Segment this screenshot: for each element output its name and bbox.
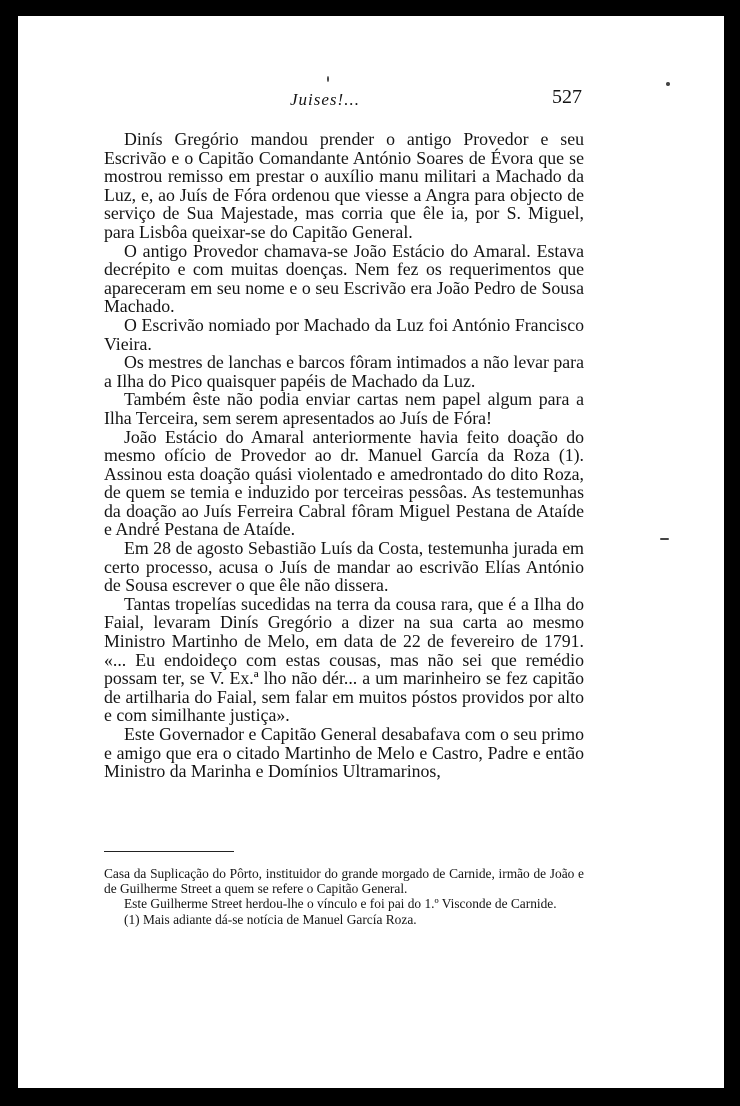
scan-speck: [666, 82, 670, 86]
page-number: 527: [552, 86, 582, 108]
footnote: (1) Mais adiante dá-se notícia de Manuel García Roza.: [124, 911, 417, 927]
paragraph: Os mestres de lanchas e barcos fôram intimados a não levar para a Ilha do Pico quaisquer papéis de Machado da Luz.: [104, 352, 584, 391]
body-text: [104, 130, 584, 781]
footnote-rule: [104, 851, 234, 852]
scan-border-left: [0, 0, 18, 1106]
scan-border-bottom: [0, 1088, 740, 1106]
footnotes: [104, 866, 584, 927]
paragraph: Também êste não podia enviar cartas nem papel algum para a Ilha Terceira, sem serem apresentados ao Juís de Fóra!: [104, 389, 584, 428]
paragraph: O Escrivão nomiado por Machado da Luz foi António Francisco Vieira.: [104, 314, 584, 354]
paragraph: O antigo Provedor chamava-se João Estácio do Amaral. Estava decrépito e com muitas doenças. Nem fez os requerimentos que apareceram em seu nome e o seu Escrivão era João Pedro de Sousa Machado.: [104, 240, 584, 317]
paragraph: Dinís Gregório mandou prender o antigo Provedor e seu Escrivão e o Capitão Comandante António Soares de Évora que se mostrou remisso em prestar o auxílio manu militari a Machado da Luz, e, ao Juís de Fóra ordenou que viesse a Angra para objecto de serviço de Sua Majestade, mas corria que êle ia, por S. Miguel, para Lisbôa queixar-se do Capitão General.: [104, 129, 584, 242]
running-title: Juises!...: [290, 90, 360, 109]
scan-speck: [327, 76, 329, 82]
paragraph: Tantas tropelías sucedidas na terra da cousa rara, que é a Ilha do Faial, levaram Dinís Gregório a dizer na sua carta ao mesmo Ministro Martinho de Melo, em data de 22 de fevereiro de 1791. «... Eu endoideço com estas cousas, mas não sei que remédio possam ter, se V. Ex.ª lho não dér... a um marinheiro se fez capitão de artilharia do Faial, sem falar em muitos póstos providos por alto e com similhante justiça».: [104, 593, 584, 726]
paragraph: Em 28 de agosto Sebastião Luís da Costa, testemunha jurada em certo processo, acusa o Juís de mandar ao escrivão Elías António de Sousa escrever o que êle não dissera.: [104, 538, 584, 596]
paragraph: Este Governador e Capitão General desabafava com o seu primo e amigo que era o citado Martinho de Melo e Castro, Padre e então Ministro da Marinha e Domínios Ultramarinos,: [104, 724, 584, 782]
footnote: Este Guilherme Street herdou-lhe o vínculo e foi pai do 1.º Visconde de Carnide.: [124, 896, 557, 912]
footnote: Casa da Suplicação do Pôrto, instituidor do grande morgado de Carnide, irmão de João e de Guilherme Street a quem se refere o Capitão General.: [104, 866, 584, 897]
scan-border-top: [0, 0, 740, 16]
paragraph: João Estácio do Amaral anteriormente havia feito doação do mesmo ofício de Provedor ao dr. Manuel García da Roza (1). Assinou esta doação quási violentado e amedrontado do dito Roza, de quem se temia e induzido por terceiras pessôas. As testemunhas da doação ao Juís Ferreira Cabral fôram Miguel Pestana de Ataíde e André Pestana de Ataíde.: [104, 426, 584, 540]
scan-speck: [660, 538, 669, 540]
scan-border-right: [724, 0, 740, 1106]
